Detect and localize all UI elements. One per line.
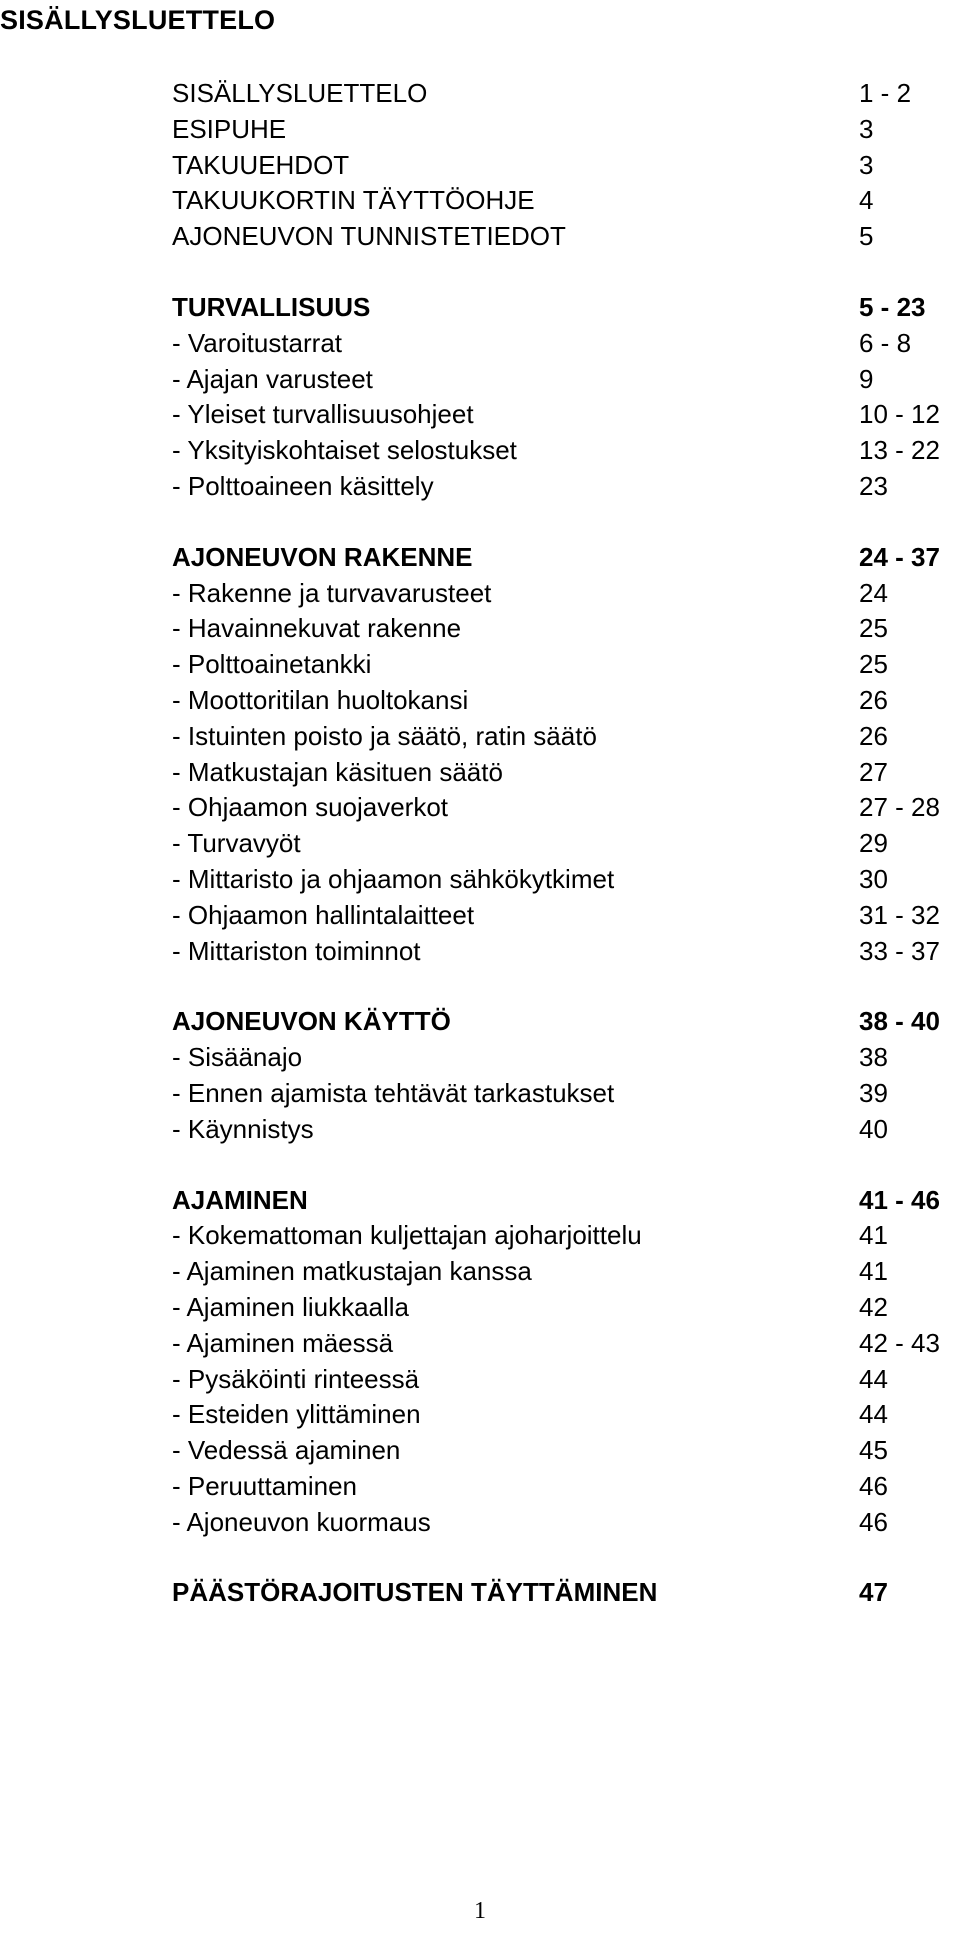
toc-entry bbox=[172, 397, 952, 433]
toc-entry bbox=[172, 719, 952, 755]
toc-entry-pages: 38 bbox=[859, 1042, 888, 1073]
toc-entry bbox=[172, 862, 952, 898]
toc-entry-pages: 5 - 23 bbox=[859, 291, 926, 322]
toc-entry-title: - Varoitustarrat bbox=[172, 327, 343, 358]
toc-entry-title: - Käynnistys bbox=[172, 1113, 314, 1144]
toc-entry-title: - Ajaminen liukkaalla bbox=[172, 1291, 410, 1322]
toc-entry bbox=[172, 826, 952, 862]
toc-entry bbox=[172, 683, 952, 719]
toc-entry-pages: 39 bbox=[859, 1077, 888, 1108]
toc-entry-pages: 41 - 46 bbox=[859, 1184, 940, 1215]
toc-entry-pages: 5 bbox=[859, 221, 874, 252]
table-of-contents bbox=[172, 76, 952, 1646]
toc-entry-title: - Ajaminen mäessä bbox=[172, 1327, 394, 1358]
toc-section bbox=[172, 290, 952, 505]
toc-entry-pages: 44 bbox=[859, 1399, 888, 1430]
toc-section bbox=[172, 76, 952, 255]
toc-section-heading bbox=[172, 1183, 952, 1219]
toc-entry-pages: 30 bbox=[859, 863, 888, 894]
toc-entry bbox=[172, 148, 952, 184]
toc-entry-pages: 47 bbox=[859, 1577, 888, 1608]
toc-entry bbox=[172, 898, 952, 934]
toc-entry-pages: 4 bbox=[859, 185, 874, 216]
toc-entry bbox=[172, 219, 952, 255]
toc-entry-pages: 3 bbox=[859, 149, 874, 180]
toc-entry-title: - Matkustajan käsituen säätö bbox=[172, 756, 503, 787]
toc-entry-pages: 27 - 28 bbox=[859, 792, 940, 823]
toc-entry-title: - Moottoritilan huoltokansi bbox=[172, 684, 469, 715]
toc-entry bbox=[172, 469, 952, 505]
toc-entry-title: AJONEUVON KÄYTTÖ bbox=[172, 1006, 451, 1037]
toc-entry-title: - Mittariston toiminnot bbox=[172, 935, 421, 966]
toc-entry bbox=[172, 647, 952, 683]
toc-section-heading bbox=[172, 1004, 952, 1040]
toc-entry-title: - Havainnekuvat rakenne bbox=[172, 613, 462, 644]
toc-section-heading bbox=[172, 290, 952, 326]
toc-entry-title: AJONEUVON RAKENNE bbox=[172, 541, 473, 572]
toc-entry-pages: 33 - 37 bbox=[859, 935, 940, 966]
toc-entry-title: - Pysäköinti rinteessä bbox=[172, 1363, 420, 1394]
toc-entry-title: - Ohjaamon suojaverkot bbox=[172, 792, 449, 823]
toc-entry-pages: 13 - 22 bbox=[859, 435, 940, 466]
toc-entry-title: - Polttoainetankki bbox=[172, 649, 372, 680]
toc-entry bbox=[172, 1433, 952, 1469]
toc-entry bbox=[172, 934, 952, 970]
toc-entry-pages: 25 bbox=[859, 613, 888, 644]
toc-entry-pages: 42 bbox=[859, 1291, 888, 1322]
page-heading: SISÄLLYSLUETTELO bbox=[0, 5, 276, 35]
toc-entry-pages: 3 bbox=[859, 113, 874, 144]
toc-entry bbox=[172, 1290, 952, 1326]
toc-entry-title: - Polttoaineen käsittely bbox=[172, 470, 434, 501]
toc-entry-pages: 25 bbox=[859, 649, 888, 680]
toc-entry-pages: 24 bbox=[859, 577, 888, 608]
toc-entry-pages: 40 bbox=[859, 1113, 888, 1144]
page-number: 1 bbox=[474, 1898, 486, 1924]
toc-entry bbox=[172, 576, 952, 612]
toc-entry-title: AJONEUVON TUNNISTETIEDOT bbox=[172, 221, 566, 252]
toc-entry-title: TAKUUEHDOT bbox=[172, 149, 350, 180]
toc-entry bbox=[172, 1326, 952, 1362]
toc-entry-title: - Ajajan varusteet bbox=[172, 363, 373, 394]
toc-entry-title: - Yleiset turvallisuusohjeet bbox=[172, 399, 474, 430]
toc-entry bbox=[172, 1254, 952, 1290]
toc-entry-pages: 9 bbox=[859, 363, 874, 394]
toc-section bbox=[172, 1183, 952, 1541]
toc-entry bbox=[172, 183, 952, 219]
toc-entry-pages: 26 bbox=[859, 684, 888, 715]
toc-section bbox=[172, 540, 952, 970]
toc-entry-title: - Ajaminen matkustajan kanssa bbox=[172, 1256, 532, 1287]
toc-entry bbox=[172, 433, 952, 469]
toc-entry bbox=[172, 112, 952, 148]
toc-entry-pages: 6 - 8 bbox=[859, 327, 912, 358]
toc-entry-title: - Vedessä ajaminen bbox=[172, 1435, 401, 1466]
toc-entry bbox=[172, 1076, 952, 1112]
toc-entry-title: - Turvavyöt bbox=[172, 828, 301, 859]
toc-entry bbox=[172, 1040, 952, 1076]
toc-entry-title: AJAMINEN bbox=[172, 1184, 308, 1215]
toc-entry-title: TURVALLISUUS bbox=[172, 291, 371, 322]
toc-entry-pages: 45 bbox=[859, 1435, 888, 1466]
toc-section bbox=[172, 1575, 952, 1611]
toc-entry bbox=[172, 1469, 952, 1505]
toc-entry-title: - Rakenne ja turvavarusteet bbox=[172, 577, 492, 608]
toc-entry-title: - Esteiden ylittäminen bbox=[172, 1399, 421, 1430]
toc-entry-title: - Ajoneuvon kuormaus bbox=[172, 1506, 431, 1537]
toc-entry bbox=[172, 1505, 952, 1541]
toc-entry-pages: 42 - 43 bbox=[859, 1327, 940, 1358]
toc-entry-pages: 46 bbox=[859, 1470, 888, 1501]
toc-entry-title: - Peruuttaminen bbox=[172, 1470, 357, 1501]
toc-section bbox=[172, 1004, 952, 1147]
toc-entry bbox=[172, 76, 952, 112]
toc-entry-pages: 1 - 2 bbox=[859, 78, 912, 108]
toc-entry bbox=[172, 790, 952, 826]
toc-entry-title: ESIPUHE bbox=[172, 113, 287, 144]
toc-entry-pages: 23 bbox=[859, 470, 888, 501]
toc-section-heading bbox=[172, 1575, 952, 1611]
toc-entry-title: - Ohjaamon hallintalaitteet bbox=[172, 899, 475, 930]
toc-entry bbox=[172, 326, 952, 362]
toc-entry-pages: 41 bbox=[859, 1256, 888, 1287]
toc-entry bbox=[172, 611, 952, 647]
toc-entry-pages: 38 - 40 bbox=[859, 1006, 940, 1037]
toc-entry-pages: 46 bbox=[859, 1506, 888, 1537]
toc-entry-pages: 44 bbox=[859, 1363, 888, 1394]
toc-entry-title: - Mittaristo ja ohjaamon sähkökytkimet bbox=[172, 863, 615, 894]
toc-entry-title: - Ennen ajamista tehtävät tarkastukset bbox=[172, 1077, 615, 1108]
toc-entry-pages: 27 bbox=[859, 756, 888, 787]
toc-entry-title: TAKUUKORTIN TÄYTTÖOHJE bbox=[172, 185, 535, 216]
toc-entry-title: SISÄLLYSLUETTELO bbox=[172, 78, 428, 108]
toc-entry-pages: 24 - 37 bbox=[859, 541, 940, 572]
toc-entry-pages: 31 - 32 bbox=[859, 899, 940, 930]
toc-entry bbox=[172, 755, 952, 791]
toc-entry-title: - Kokemattoman kuljettajan ajoharjoittelu bbox=[172, 1220, 642, 1251]
toc-entry-title: - Istuinten poisto ja säätö, ratin säätö bbox=[172, 720, 597, 751]
toc-entry-title: - Sisäänajo bbox=[172, 1042, 303, 1073]
toc-entry bbox=[172, 1112, 952, 1148]
toc-entry bbox=[172, 1397, 952, 1433]
toc-section-heading bbox=[172, 540, 952, 576]
toc-entry bbox=[172, 1362, 952, 1398]
toc-entry-pages: 41 bbox=[859, 1220, 888, 1251]
toc-entry-title: PÄÄSTÖRAJOITUSTEN TÄYTTÄMINEN bbox=[172, 1577, 658, 1608]
toc-entry bbox=[172, 1218, 952, 1254]
toc-entry-pages: 29 bbox=[859, 828, 888, 859]
toc-entry-pages: 10 - 12 bbox=[859, 399, 940, 430]
toc-entry-pages: 26 bbox=[859, 720, 888, 751]
toc-entry-title: - Yksityiskohtaiset selostukset bbox=[172, 435, 517, 466]
toc-entry bbox=[172, 362, 952, 398]
